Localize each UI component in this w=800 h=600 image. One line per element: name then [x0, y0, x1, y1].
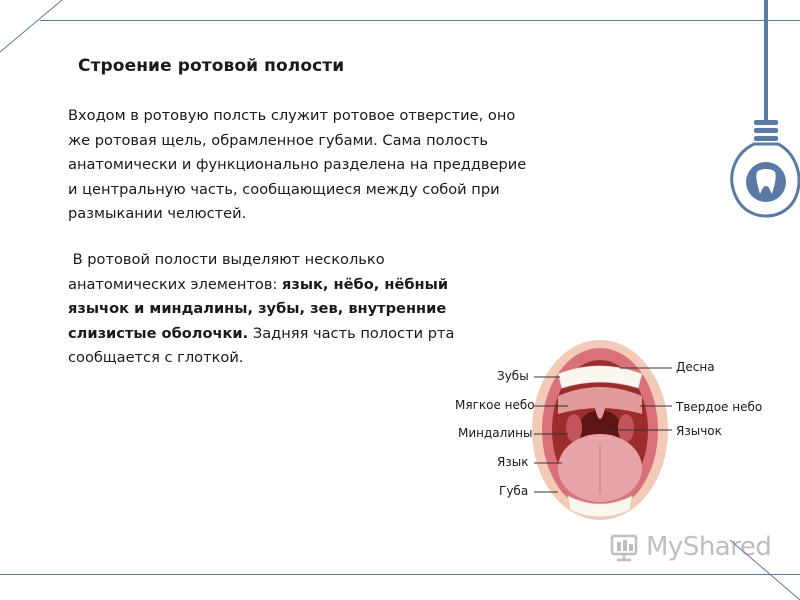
label-tonsils: Миндалины	[458, 426, 533, 440]
elements-text-end: Задняя часть полости рта сообщается с глоткой.	[68, 324, 455, 366]
elements-text: В ротовой полости выделяют несколько анатомических элементов:	[68, 251, 385, 293]
label-hard-palate: Твердое небо	[676, 400, 763, 414]
label-tongue: Язык	[497, 455, 529, 469]
frame-corner-diagonal	[0, 0, 70, 60]
label-gum: Десна	[676, 360, 715, 374]
tonsil-left	[566, 414, 582, 442]
label-teeth: Зубы	[497, 369, 529, 383]
myshared-logo-icon	[608, 530, 642, 564]
tonsil-right	[618, 414, 634, 442]
lightbulb-tooth-icon	[724, 0, 800, 220]
label-uvula: Язычок	[676, 424, 722, 438]
watermark	[608, 530, 771, 564]
elements-bold-text: язык, нёбо, нёбный язычок и миндалины, зубы, зев, внутренние слизистые оболочки.	[68, 275, 449, 342]
intro-paragraph: Входом в ротовую полсть служит ротовое отверстие, оно же ротовая щель, обрамленное губами. Сама полость анатомически и функционально разделена на преддверие и центральную часть, сообщающиеся между собой при размыкании челюстей.	[68, 107, 527, 222]
label-lip: Губа	[499, 484, 529, 498]
elements-paragraph	[68, 248, 488, 371]
frame-bottom-line	[0, 574, 800, 575]
page-title: Строение ротовой полости	[78, 56, 345, 76]
mouth-anatomy-diagram	[440, 318, 770, 548]
watermark-text: MyShared	[646, 532, 772, 562]
label-soft-palate: Мягкое небо	[455, 398, 535, 412]
frame-top-line	[40, 20, 800, 21]
